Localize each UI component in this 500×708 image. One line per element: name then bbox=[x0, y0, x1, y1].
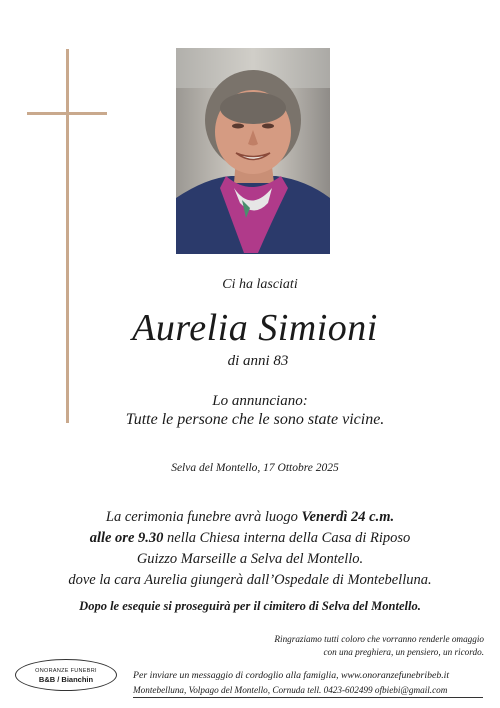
ceremony-details bbox=[0, 507, 500, 591]
place-date: Selva del Montello, 17 Ottobre 2025 bbox=[171, 462, 339, 474]
ceremony-line-3: Guizzo Marseille a Selva del Montello. bbox=[136, 551, 364, 567]
after-service-text: Dopo le esequie si proseguirà per il cimitero di Selva del Montello. bbox=[79, 599, 421, 613]
ceremony-time: alle ore 9.30 bbox=[89, 530, 164, 546]
cross-horizontal-bar bbox=[27, 112, 107, 115]
deceased-age: di anni 83 bbox=[227, 353, 289, 369]
thanks-message: Ringraziamo tutti coloro che vorranno renderle omaggio con una preghiera, un pensiero, un ricordo. bbox=[274, 634, 484, 657]
ceremony-line-1: La cerimonia funebre avrà luogo Venerdì 24 c.m. bbox=[105, 509, 395, 525]
ceremony-line-2: alle ore 9.30 nella Chiesa interna della Casa di Riposo bbox=[89, 530, 411, 546]
ceremony-day: Venerdì 24 c.m. bbox=[301, 509, 395, 525]
announcers-label: Lo annunciano: bbox=[212, 393, 308, 409]
footer-contacts: Montebelluna, Volpago del Montello, Cornuda tell. 0423-602499 ofbiebi@gmail.com bbox=[133, 685, 483, 698]
funeral-home-logo: ONORANZE FUNEBRI B&B / Bianchin bbox=[15, 659, 117, 691]
condolence-contact: Per inviare un messaggio di cordoglio alla famiglia, www.onoranzefunebribeb.it bbox=[133, 670, 450, 681]
portrait-photo bbox=[176, 48, 330, 254]
announcers-text: Tutte le persone che le sono state vicine. bbox=[125, 411, 385, 428]
deceased-name: Aurelia Simioni bbox=[132, 307, 378, 349]
intro-text: Ci ha lasciati bbox=[222, 277, 298, 292]
ceremony-line-4: dove la cara Aurelia giungerà dall’Ospedale di Montebelluna. bbox=[68, 572, 432, 588]
